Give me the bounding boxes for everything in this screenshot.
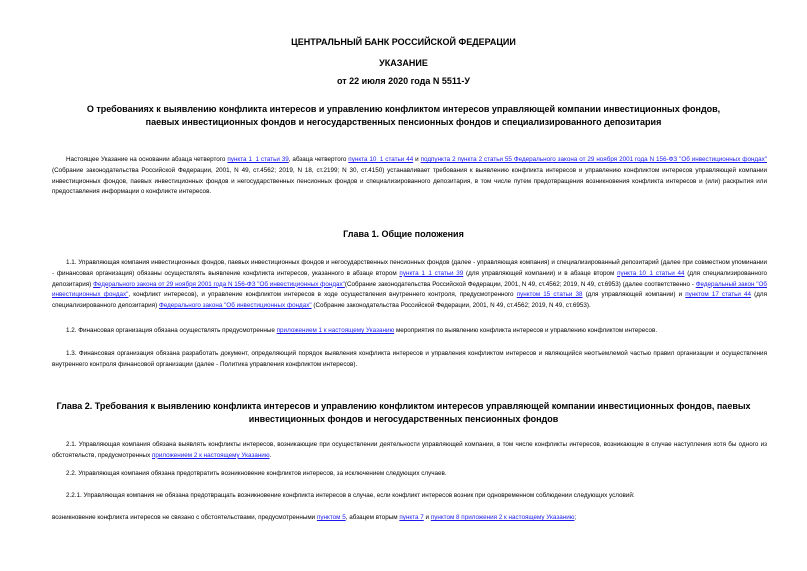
law-link[interactable]: пункта 10_1 статьи 44 [617, 269, 685, 277]
paragraph-2-2-1: 2.2.1. Управляющая компания не обязана предотвращать возникновение конфликта интересов в случае, если конфликт интересов возник при одновременном соблюдении следующих условий: [66, 492, 635, 499]
document-date-number: от 22 июля 2020 года N 5511-У [336, 76, 471, 86]
law-link[interactable]: пункта 1_1 статьи 39 [399, 269, 464, 277]
law-link[interactable]: пунктом 5 [316, 514, 346, 521]
text-run: и [413, 156, 421, 163]
text-run: , конфликт интересов), и управление конфликтом интересов в ходе осуществления внутреннего контроля, предусмотренного [128, 291, 517, 299]
law-link[interactable]: подпункта 2 пункта 2 статьи 55 Федерального закона от 29 ноября 2001 года N 156-ФЗ "Об инвестиционных фондах" [420, 156, 767, 163]
document-title: О требованиях к выявлению конфликта интересов и управлению конфликтом интересов управляющей компании инвестиционных фондов, паевых инвестиционных фондов и негосударственных пенсионных фондов и специализированного депозитария [86, 104, 721, 127]
text-run: , абзаца четвертого [288, 156, 349, 163]
paragraph-1-1 [52, 258, 767, 312]
text-run: 1.2. Финансовая организация обязана осуществлять предусмотренные [66, 327, 277, 334]
text-run: и [423, 514, 431, 521]
text-run: (для управляющей компании) и в абзаце втором [463, 269, 618, 277]
text-run: (Собрание законодательства Российской Федерации, 2001, N 49, ст.4562; 2019, N 49, ст.6953) (далее соответственно - [344, 280, 696, 288]
paragraph-1-2 [52, 326, 767, 337]
text-run: (Собрание законодательства Российской Федерации, 2001, N 49, ст.4562; 2019, N 49, ст.6953). [311, 302, 591, 310]
issuer-heading: ЦЕНТРАЛЬНЫЙ БАНК РОССИЙСКОЙ ФЕДЕРАЦИИ [291, 37, 516, 47]
paragraph-2-1 [52, 440, 767, 462]
text-run: . [269, 451, 272, 459]
paragraph-2-2-1-condition [52, 513, 767, 524]
text-run: ; [574, 514, 577, 521]
law-link[interactable]: пункта 10_1 статьи 44 [348, 156, 414, 163]
text-run: (для специализированного депозитария) [52, 269, 767, 288]
paragraph-2-2: 2.2. Управляющая компания обязана предотвратить возникновение конфликтов интересов, за исключением следующих случаев. [66, 470, 447, 477]
law-link[interactable]: пункта 7 [399, 514, 424, 521]
law-link[interactable]: Федерального закона от 29 ноября 2001 года N 156-ФЗ "Об инвестиционных фондах" [93, 280, 345, 288]
text-run: , абзацем вторым [345, 514, 400, 521]
law-link[interactable]: Федерального закона "Об инвестиционных фондах" [158, 302, 312, 310]
intro-paragraph [52, 155, 767, 198]
appendix-link[interactable]: приложением 1 к настоящему Указанию [276, 327, 395, 334]
text-run: (Собрание законодательства Российской Федерации, 2001, N 49, ст.4562; 2019, N 18, ст.2199; N 30, ст.4150) устанавливает требования к выявлению конфликта интересов и управлению конфликтом интересов управляющей компании инвестиционных фондов, паевых инвестиционных фондов и негосударственных пенсионных фондов и специализированного депозитария, в том числе путем предотвращения возникновения конфликта интересов и (или) раскрытия или предоставления информации о конфликте интересов. [52, 166, 767, 196]
appendix-link[interactable]: пунктом 8 приложения 2 к настоящему Указанию [430, 514, 575, 521]
text-run: (для управляющей компании) и [582, 291, 686, 299]
appendix-link[interactable]: приложением 2 к настоящему Указанию [151, 451, 270, 459]
law-link[interactable]: пунктом 17 статьи 44 [685, 291, 752, 299]
text-run: Настоящее Указание на основании абзаца четвертого [66, 156, 228, 163]
text-run: 2.1. Управляющая компания обязана выявлять конфликты интересов, возникающие при осуществлении деятельности управляющей компании, в том числе конфликты интересов, возникающие в случае наступления хотя бы одного из обстоятельств, предусмотренных [52, 441, 767, 459]
chapter1-heading: Глава 1. Общие положения [343, 229, 464, 239]
document-type: УКАЗАНИЕ [379, 58, 428, 68]
chapter2-heading: Глава 2. Требования к выявлению конфликта интересов и управлению конфликтом интересов управляющей компании инвестиционных фондов, паевых инвестиционных фондов и негосударственных пенсионных фондов [56, 401, 751, 424]
text-run: (для специализированного депозитария) [52, 291, 767, 310]
law-link[interactable]: пункта 1_1 статьи 39 [227, 156, 289, 163]
text-run: 1.1. Управляющая компания инвестиционных фондов, паевых инвестиционных фондов и негосударственных пенсионных фондов (далее - управляющая компания) и специализированный депозитарий (далее при совместном упоминании - финансовая организация) обязаны осуществлять выявление конфликта интересов, указанного в абзаце втором [52, 259, 767, 277]
text-run: возникновение конфликта интересов не связано с обстоятельствами, предусмотренными [52, 514, 317, 521]
law-link[interactable]: Федеральный закон "Об инвестиционных фондах" [52, 280, 767, 299]
law-link[interactable]: пунктом 15 статьи 38 [516, 291, 583, 299]
paragraph-1-3: 1.3. Финансовая организация обязана разработать документ, определяющий порядок выявления конфликта интересов и управления конфликтом интересов и являющийся неотъемлемой частью правил организации и осуществления внутреннего контроля финансовой организации (далее - Политика управления конфликтом интересов). [52, 350, 767, 368]
text-run: мероприятия по выявлению конфликта интересов и управлению конфликтом интересов. [394, 327, 658, 334]
